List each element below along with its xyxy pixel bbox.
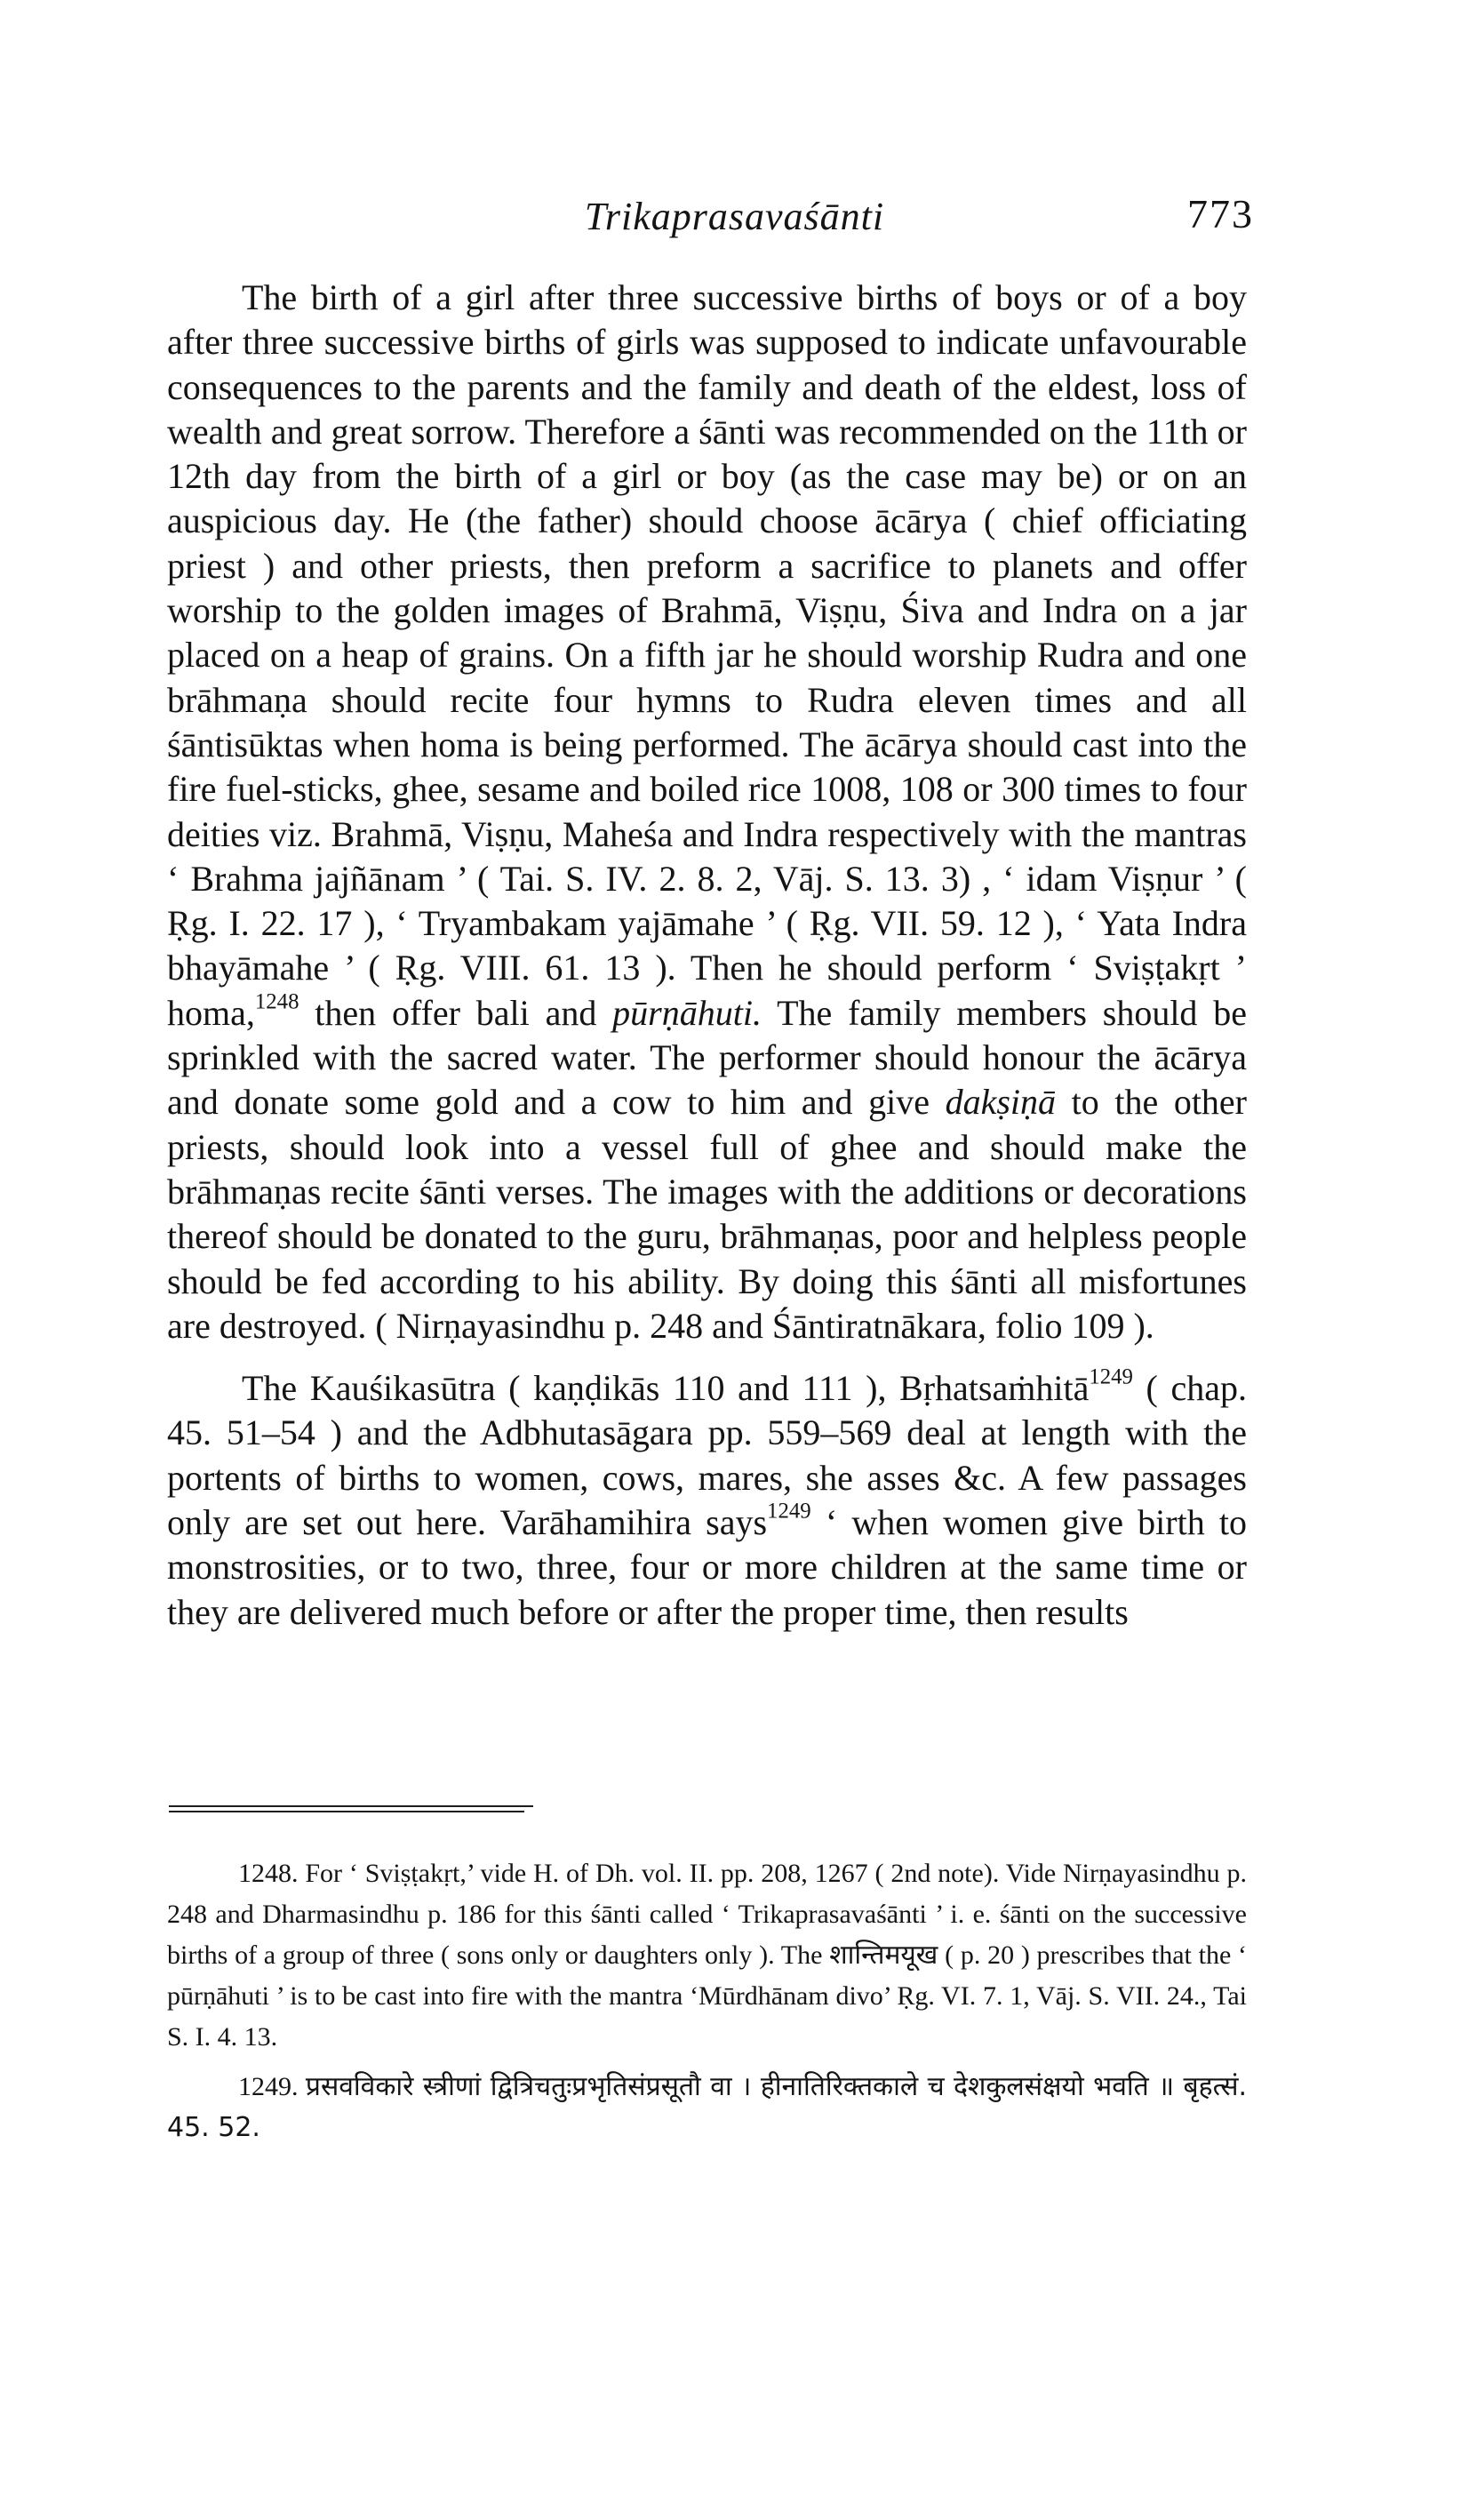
paragraph-text: The family members should be sprinkled with the sacred water. The performer should honour the ācārya and donate some gold and a cow to him and give [167, 992, 1248, 1123]
paragraph-text: The birth of a girl after three successive births of boys or of a boy after three successive births of girls was supposed to indicate unfavourable consequences to the parents and the family and death of the eldest, loss of wealth and great sorrow. Therefore a śānti was recommended on the 11th or 12th day from the birth of a girl or boy (as the case may be) or on an auspicious day. He (the father) should choose ācārya ( chief officiating priest ) and other priests, then preform a sacrifice to planets and offer worship to the golden images of Brahmā, Viṣṇu, Śiva and Indra on a jar placed on a heap of grains. On a fifth jar he should worship Rudra and one brāhmaṇa should recite four hymns to Rudra eleven times and all śāntisūktas when homa is being performed. The ācārya should cast into the fire fuel-sticks, ghee, sesame and boiled rice 1008, 108 or 300 times to four deities viz. Brahmā, Viṣṇu, Maheśa and Indra respectively with the mantras ‘ Brahma jajñānam ’ ( Tai. S. IV. 2. 8. 2, Vāj. S. 13. 3) , ‘ idam Viṣṇur ’ ( Ṛg. I. 22. 17 ), ‘ Tryambakam yajāmahe ’ ( Ṛg. VII. 59. 12 ), ‘ Yata Indra bhayāmahe ’ ( Ṛg. VIII. 61. 13 ). Then he should perform ‘ Sviṣṭakṛt ’ homa, [167, 277, 1247, 1033]
paragraph-trikaprasava-santi [167, 276, 1247, 1348]
running-title: Trikaprasavaśānti [584, 195, 885, 238]
paragraph-text: ( chap. 45. 51–54 ) and the Adbhutasāgara pp. 559–569 deal at length with the portents of births to women, cows, mares, she asses &c. A few passages only are set out here. Varāhamihira says [167, 1368, 1247, 1543]
devanagari-title: शान्तिमयूख [829, 1940, 938, 1971]
footnote-1248 [167, 1853, 1247, 2058]
footnote-ref-1249: 1249 [767, 1499, 811, 1524]
main-text [167, 276, 1247, 1635]
paragraph-text: then offer bali and [299, 992, 613, 1033]
page-number: 773 [1187, 191, 1254, 236]
footnote-label: 1249. [238, 2072, 306, 2101]
paragraph-portents-of-births [167, 1366, 1247, 1635]
paragraph-text: to the other priests, should look into a vessel full of ghee and should make the brāhmaṇas recite śānti verses. The images with the additions or decorations thereof should be donated to the guru, brāhmaṇas, poor and helpless people should be fed according to his ability. By doing this śānti all misfortunes are destroyed. ( Nirṇayasindhu p. 248 and Śāntiratnākara, folio 109 ). [167, 1082, 1248, 1346]
italic-term-purnahuti: pūrṇāhuti. [612, 992, 762, 1033]
footnote-ref-1249: 1249 [1089, 1364, 1133, 1389]
paragraph-text: The Kauśikasūtra ( kaṇḍikās 110 and 111 ), Bṛhatsaṁhitā [242, 1368, 1090, 1409]
paragraph-text: ‘ when women give birth to monstrosities, or to two, three, four or more children at the same time or they are delivered much before or after the proper time, then results [167, 1502, 1247, 1632]
footnote-text: 1248. For ‘ Sviṣṭakṛt,’ vide H. of Dh. vol. II. pp. 208, 1267 ( 2nd note). Vide Nirṇayasindhu p. 248 and Dharmasindhu p. 186 for this śānti called ‘ Trikaprasavaśānti ’ i. e. śānti on the successive births of a group of three ( sons only or daughters only ). The [167, 1859, 1247, 1970]
footnotes [167, 1853, 1247, 2148]
footnote-text: ( p. 20 ) prescribes that the ‘ pūrṇāhuti ’ is to be cast into fire with the mantra ‘Mūrdhānam divo’ Ṛg. VI. 7. 1, Vāj. S. VII. 24., Tai S. I. 4. 13. [167, 1940, 1248, 2052]
italic-term-daksina: dakṣiṇā [945, 1082, 1057, 1123]
devanagari-quote: प्रसवविकारे स्त्रीणां द्वित्रिचतुःप्रभृतिसंप्रसूतौ वा । हीनातिरिक्तकाले च देशकुलसंक्षयो भवति ॥ बृहत्सं. 45. 52. [167, 2071, 1248, 2143]
footnote-ref-1248: 1248 [254, 989, 299, 1014]
footnote-separator [169, 1811, 524, 1812]
footnote-separator [169, 1805, 533, 1807]
footnote-1249 [167, 2067, 1247, 2148]
